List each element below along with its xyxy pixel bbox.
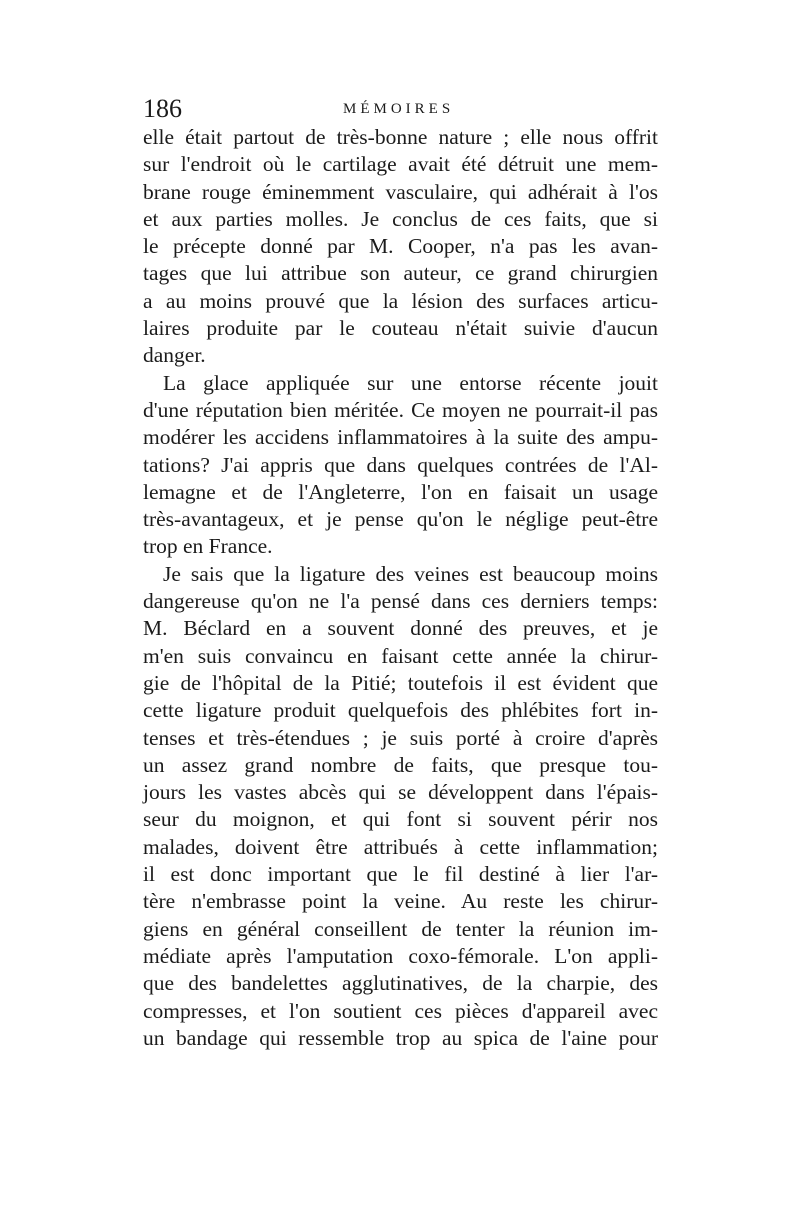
text-line: tère n'embrasse point la veine. Au reste les chirur- — [143, 889, 658, 914]
text-line: Je sais que la ligature des veines est beaucoup moins — [163, 561, 658, 586]
text-line: dangereuse qu'on ne l'a pensé dans ces derniers temps: — [143, 589, 658, 614]
text-line: que des bandelettes agglutinatives, de la charpie, des — [143, 971, 658, 996]
text-line: modérer les accidens inflammatoires à la suite des ampu- — [143, 425, 658, 450]
text-line: jours les vastes abcès qui se développent dans l'épais- — [143, 780, 658, 805]
text-line: un assez grand nombre de faits, que presque tou- — [143, 752, 658, 777]
text-line: compresses, et l'on soutient ces pièces d'appareil avec — [143, 998, 658, 1023]
text-line: La glace appliquée sur une entorse récente jouit — [163, 370, 658, 395]
body-text — [143, 124, 658, 1052]
text-line: gie de l'hôpital de la Pitié; toutefois il est évident que — [143, 670, 658, 695]
text-line: m'en suis convaincu en faisant cette année la chirur- — [143, 643, 658, 668]
page-header — [143, 92, 658, 126]
text-line: tations? J'ai appris que dans quelques contrées de l'Al- — [143, 452, 658, 477]
text-line: très-avantageux, et je pense qu'on le néglige peut-être — [143, 507, 658, 532]
text-line: seur du moignon, et qui font si souvent périr nos — [143, 807, 658, 832]
text-line: M. Béclard en a souvent donné des preuves, et je — [143, 616, 658, 641]
text-line: cette ligature produit quelquefois des phlébites fort in- — [143, 698, 658, 723]
text-line: malades, doivent être attribués à cette inflammation; — [143, 834, 658, 859]
text-line: tages que lui attribue son auteur, ce grand chirurgien — [143, 261, 658, 286]
text-line: danger. — [143, 343, 206, 368]
text-line: et aux parties molles. Je conclus de ces faits, que si — [143, 206, 658, 231]
text-line: brane rouge éminemment vasculaire, qui adhérait à l'os — [143, 179, 658, 204]
text-line: laires produite par le couteau n'était suivie d'aucun — [143, 316, 658, 341]
text-line: sur l'endroit où le cartilage avait été détruit une mem- — [143, 152, 658, 177]
running-title: MÉMOIRES — [343, 101, 455, 117]
text-line: un bandage qui ressemble trop au spica de l'aine pour — [143, 1025, 658, 1050]
text-line: tenses et très-étendues ; je suis porté à croire d'après — [143, 725, 658, 750]
text-line: giens en général conseillent de tenter la réunion im- — [143, 916, 658, 941]
text-line: le précepte donné par M. Cooper, n'a pas les avan- — [143, 234, 658, 259]
text-line: lemagne et de l'Angleterre, l'on en faisait un usage — [143, 479, 658, 504]
text-line: d'une réputation bien méritée. Ce moyen ne pourrait-il pas — [143, 397, 658, 422]
text-line: médiate après l'amputation coxo-fémorale. L'on appli- — [143, 943, 658, 968]
text-line: elle était partout de très-bonne nature ; elle nous offrit — [143, 125, 658, 149]
page-number: 186 — [143, 94, 182, 123]
text-line: trop en France. — [143, 534, 273, 559]
text-line: a au moins prouvé que la lésion des surfaces articu- — [143, 288, 658, 313]
text-line: il est donc important que le fil destiné à lier l'ar- — [143, 862, 658, 887]
